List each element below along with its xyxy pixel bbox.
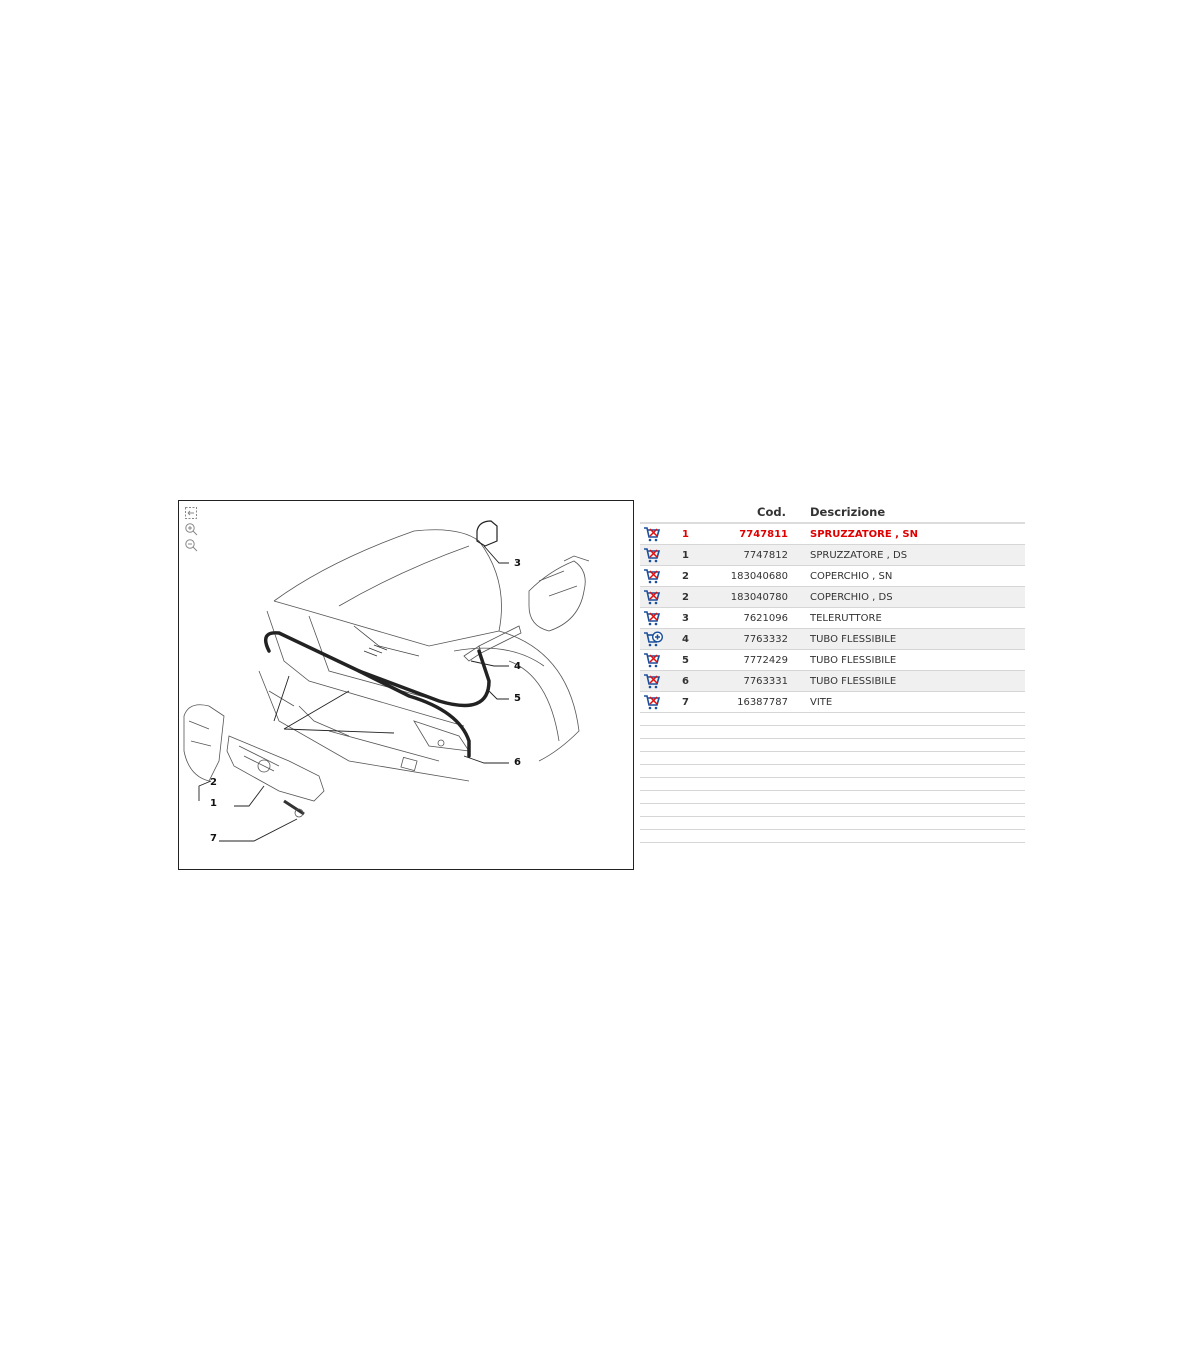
column-header-description[interactable]: Descrizione <box>810 505 886 519</box>
empty-row <box>640 752 1025 765</box>
empty-row <box>640 765 1025 778</box>
table-header <box>640 500 1025 524</box>
table-row[interactable] <box>640 545 1025 566</box>
table-row[interactable] <box>640 692 1025 713</box>
cart-icon[interactable] <box>643 589 661 605</box>
part-code[interactable]: 7763331 <box>743 676 788 687</box>
callout-1: 1 <box>210 798 217 809</box>
cart-icon[interactable] <box>643 547 661 563</box>
part-description[interactable]: TUBO FLESSIBILE <box>810 676 897 687</box>
cart-icon[interactable] <box>643 652 661 668</box>
callout-5: 5 <box>514 693 521 704</box>
part-description[interactable]: SPRUZZATORE , DS <box>810 550 908 561</box>
column-header-code[interactable]: Cod. <box>757 505 786 519</box>
position-number: 5 <box>682 655 689 666</box>
table-row[interactable] <box>640 650 1025 671</box>
position-number: 6 <box>682 676 689 687</box>
empty-row <box>640 830 1025 843</box>
position-number: 1 <box>682 529 689 540</box>
car-front-line-drawing <box>179 501 634 870</box>
empty-row <box>640 791 1025 804</box>
part-code[interactable]: 183040680 <box>730 571 788 582</box>
part-description[interactable]: COPERCHIO , DS <box>810 592 893 603</box>
cart-add-icon[interactable] <box>643 631 661 647</box>
callout-2: 2 <box>210 777 217 788</box>
position-number: 2 <box>682 592 689 603</box>
part-code[interactable]: 7772429 <box>743 655 788 666</box>
part-description[interactable]: VITE <box>810 697 833 708</box>
empty-row <box>640 778 1025 791</box>
part-description[interactable]: SPRUZZATORE , SN <box>810 529 919 540</box>
table-row[interactable] <box>640 524 1025 545</box>
position-number: 2 <box>682 571 689 582</box>
position-number: 1 <box>682 550 689 561</box>
cart-icon[interactable] <box>643 673 661 689</box>
cart-icon[interactable] <box>643 610 661 626</box>
callout-3: 3 <box>514 558 521 569</box>
part-code[interactable]: 7621096 <box>743 613 788 624</box>
cart-icon[interactable] <box>643 568 661 584</box>
table-row[interactable] <box>640 671 1025 692</box>
empty-row <box>640 817 1025 830</box>
table-row[interactable] <box>640 629 1025 650</box>
part-code[interactable]: 183040780 <box>730 592 788 603</box>
empty-row <box>640 739 1025 752</box>
cart-icon[interactable] <box>643 694 661 710</box>
cart-icon[interactable] <box>643 526 661 542</box>
part-code[interactable]: 7747812 <box>743 550 788 561</box>
part-description[interactable]: TUBO FLESSIBILE <box>810 634 897 645</box>
position-number: 7 <box>682 697 689 708</box>
empty-row <box>640 804 1025 817</box>
table-row[interactable] <box>640 587 1025 608</box>
position-number: 3 <box>682 613 689 624</box>
empty-row <box>640 726 1025 739</box>
callout-7: 7 <box>210 833 217 844</box>
part-code[interactable]: 7763332 <box>743 634 788 645</box>
part-code[interactable]: 7747811 <box>739 529 788 540</box>
parts-table <box>640 500 1025 843</box>
callout-4: 4 <box>514 661 521 672</box>
part-code[interactable]: 16387787 <box>737 697 788 708</box>
callout-6: 6 <box>514 757 521 768</box>
empty-row <box>640 713 1025 726</box>
table-row[interactable] <box>640 608 1025 629</box>
part-description[interactable]: COPERCHIO , SN <box>810 571 893 582</box>
part-description[interactable]: TUBO FLESSIBILE <box>810 655 897 666</box>
position-number: 4 <box>682 634 689 645</box>
exploded-diagram-viewer[interactable] <box>178 500 634 870</box>
part-description[interactable]: TELERUTTORE <box>810 613 882 624</box>
table-row[interactable] <box>640 566 1025 587</box>
